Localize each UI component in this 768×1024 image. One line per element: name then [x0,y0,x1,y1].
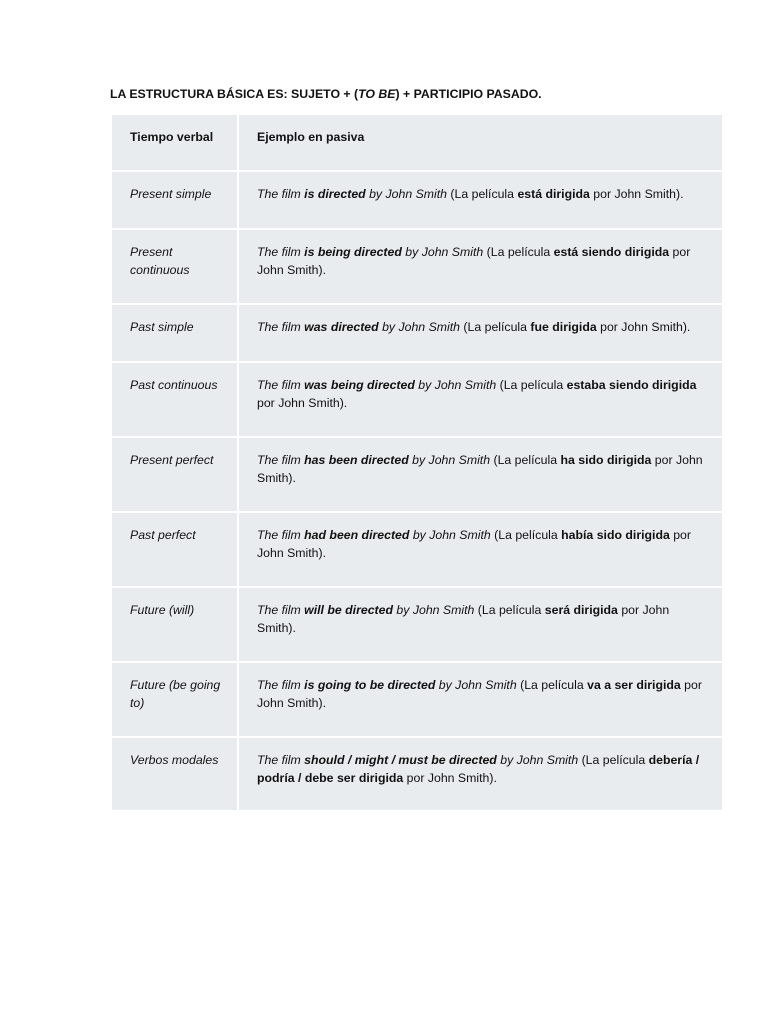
example-verb: is going to be directed [304,678,436,692]
table-row [111,587,723,662]
header-tense: Tiempo verbal [111,114,238,171]
tense-cell: Present perfect [111,437,238,512]
example-agent: by John Smith [412,453,491,467]
translation-close: por John Smith). [596,320,691,334]
table-row [111,437,723,512]
document-heading [110,87,542,101]
example-cell [238,437,723,512]
header-example: Ejemplo en pasiva [238,114,723,171]
translation-close: por John Smith). [257,453,703,485]
example-verb: had been directed [304,528,410,542]
example-subject: The film [257,187,301,201]
translation-verb: está siendo dirigida [553,245,670,259]
heading-to-be: TO BE [358,87,396,101]
translation-verb: había sido dirigida [561,528,670,542]
table-row [111,512,723,587]
passive-voice-table [110,113,724,812]
example-verb: was directed [304,320,379,334]
table-row [111,662,723,737]
translation-verb: estaba siendo dirigida [566,378,697,392]
translation-open: (La película [490,528,562,542]
example-verb: will be directed [304,603,393,617]
tense-cell: Future (will) [111,587,238,662]
translation-verb: fue dirigida [530,320,597,334]
translation-close: por John Smith). [257,245,691,277]
example-subject: The film [257,378,301,392]
table-row [111,229,723,304]
translation-close: por John Smith). [257,603,670,635]
example-subject: The film [257,245,301,259]
translation-open: (La película [490,453,561,467]
translation-open: (La película [483,245,554,259]
table-row [111,737,723,811]
translation-verb: será dirigida [544,603,618,617]
example-subject: The film [257,603,301,617]
translation-verb: ha sido dirigida [560,453,652,467]
heading-part1: LA ESTRUCTURA BÁSICA ES: SUJETO + ( [110,87,359,101]
translation-open: (La película [447,187,518,201]
example-agent: by John Smith [418,378,497,392]
translation-close: por John Smith). [589,187,684,201]
translation-verb: debería / podría / debe ser dirigida [257,753,700,785]
table-header-row [111,114,723,171]
example-cell [238,737,723,811]
example-cell [238,512,723,587]
heading-part2: ) + PARTICIPIO PASADO. [395,87,542,101]
table-row [111,304,723,362]
example-subject: The film [257,753,301,767]
example-agent: by John Smith [382,320,460,334]
translation-verb: va a ser dirigida [587,678,681,692]
example-cell [238,587,723,662]
example-agent: by John Smith [405,245,484,259]
table-row [111,171,723,229]
example-subject: The film [257,453,301,467]
example-verb: is directed [304,187,366,201]
example-cell [238,229,723,304]
tense-cell: Past perfect [111,512,238,587]
table-row [111,362,723,437]
tense-cell: Present continuous [111,229,238,304]
example-verb: has been directed [304,453,409,467]
translation-open: (La película [474,603,545,617]
translation-close: por John Smith). [257,678,702,710]
example-agent: by John Smith [500,753,579,767]
translation-verb: está dirigida [517,187,590,201]
translation-close: por John Smith). [257,395,348,410]
example-agent: by John Smith [396,603,475,617]
example-verb: should / might / must be directed [304,753,497,767]
example-subject: The film [257,320,301,334]
example-cell [238,304,723,362]
tense-cell: Future (be going to) [111,662,238,737]
example-verb: is being directed [304,245,402,259]
example-agent: by John Smith [438,678,517,692]
translation-close: por John Smith). [257,528,691,560]
translation-open: (La película [496,378,567,392]
example-agent: by John Smith [369,187,448,201]
example-cell [238,662,723,737]
example-agent: by John Smith [412,528,491,542]
example-subject: The film [257,528,301,542]
tense-cell: Verbos modales [111,737,238,811]
tense-cell: Past simple [111,304,238,362]
translation-open: (La película [460,320,531,334]
translation-open: (La película [516,678,588,692]
example-cell [238,362,723,437]
example-subject: The film [257,678,301,692]
translation-close: por John Smith). [403,770,497,785]
translation-open: (La película [578,753,649,767]
example-cell [238,171,723,229]
tense-cell: Past continuous [111,362,238,437]
example-verb: was being directed [304,378,415,392]
tense-cell: Present simple [111,171,238,229]
